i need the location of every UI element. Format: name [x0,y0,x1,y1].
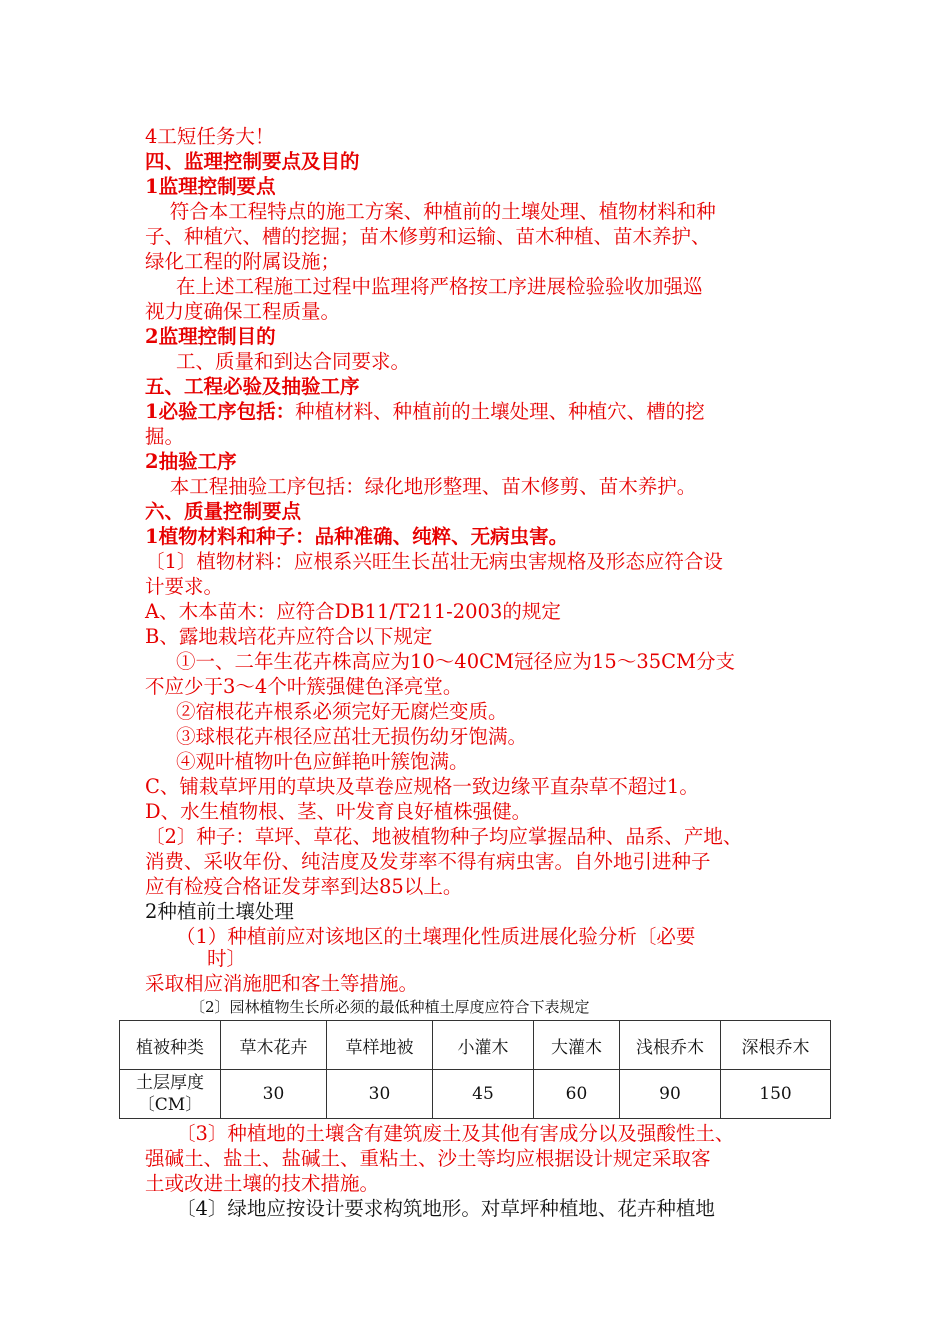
text-line: ②宿根花卉根系必须完好无腐烂变质。 [145,700,508,723]
table-cell: 90 [620,1070,721,1119]
text-line: （1）种植前应对该地区的土壤理化性质进展化验分析〔必要 [145,925,696,948]
subsection-heading: 2监理控制目的 [145,325,276,348]
table-header-cell: 浅根乔木 [620,1021,721,1070]
text-line: A、木本苗木：应符合DB11/T211-2003的规定 [145,600,561,623]
table-header-cell: 植被种类 [120,1021,221,1070]
text-line: ①一、二年生花卉株高应为10～40CM冠径应为15～35CM分支 [145,650,736,673]
text-line: 应有检疫合格证发芽率到达85以上。 [145,875,463,898]
subsection-heading: 2抽验工序 [145,450,237,473]
text-line: 计要求。 [145,575,224,598]
text-line: 掘。 [145,425,185,448]
text-line: C、铺栽草坪用的草块及草卷应规格一致边缘平直杂草不超过1。 [145,775,699,798]
table-header-cell: 草木花卉 [221,1021,327,1070]
text-line: D、水生植物根、茎、叶发育良好植株强健。 [145,800,532,823]
text-line: 〔1〕植物材料：应根系兴旺生长茁壮无病虫害规格及形态应符合设 [145,550,723,573]
text-line: ③球根花卉根径应茁壮无损伤幼牙饱满。 [145,725,527,748]
text-line: 〔2〕种子：草坪、草花、地被植物种子均应掌握品种、品系、产地、 [145,825,743,848]
text-line: 符合本工程特点的施工方案、种植前的土壤处理、植物材料和种 [145,200,716,223]
section-heading: 五、工程必验及抽验工序 [145,375,360,398]
text-line: 工、质量和到达合同要求。 [145,350,410,373]
text-line: 在上述工程施工过程中监理将严格按工序进展检验验收加强巡 [145,275,703,298]
text-line: 土或改进土壤的技术措施。 [145,1172,380,1195]
text-line: 4工短任务大！ [145,125,275,148]
text-line: 〔4〕绿地应按设计要求构筑地形。对草坪种植地、花卉种植地 [145,1197,715,1220]
text-line: 不应少于3～4个叶簇强健色泽亮堂。 [145,675,463,698]
table-caption: 〔2〕园林植物生长所必须的最低种植土厚度应符合下表规定 [190,998,590,1016]
table-header-cell: 小灌木 [433,1021,534,1070]
table-row-label [120,1070,221,1119]
text-line: 强碱土、盐土、盐碱土、重粘土、沙土等均应根据设计规定采取客 [145,1147,711,1170]
text-line: 绿化工程的附属设施； [145,250,341,273]
text-line: 时〕 [145,947,246,970]
table-cell: 30 [327,1070,433,1119]
text-line: 子、种植穴、槽的挖掘；苗木修剪和运输、苗木种植、苗木养护、 [145,225,711,248]
text-line: B、露地栽培花卉应符合以下规定 [145,625,433,648]
text-line: ④观叶植物叶色应鲜艳叶簇饱满。 [145,750,469,773]
subsection-heading: 1监理控制要点 [145,175,276,198]
table-cell: 60 [534,1070,620,1119]
row-label-unit: 〔CM〕 [137,1095,203,1115]
table-header-row [120,1021,831,1070]
bold-prefix: 1必验工序包括： [145,400,296,423]
text-line: 视力度确保工程质量。 [145,300,341,323]
text-line: 1必验工序包括：种植材料、种植前的土壤处理、种植穴、槽的挖 [145,400,705,423]
row-label-line: 土层厚度 [136,1073,204,1093]
table-header-cell: 深根乔木 [721,1021,831,1070]
table-header-cell: 草样地被 [327,1021,433,1070]
table-row [120,1070,831,1119]
text-line: 本工程抽验工序包括：绿化地形整理、苗木修剪、苗木养护。 [145,475,697,498]
section-heading: 六、质量控制要点 [145,500,302,523]
text-line: 采取相应消施肥和客土等措施。 [145,972,419,995]
subsection-heading: 2种植前土壤处理 [145,900,294,923]
section-heading: 四、监理控制要点及目的 [145,150,360,173]
table-cell: 150 [721,1070,831,1119]
table-cell: 45 [433,1070,534,1119]
soil-depth-table [119,1020,831,1119]
text-line: 消费、采收年份、纯洁度及发芽率不得有病虫害。自外地引进种子 [145,850,711,873]
text-line: 〔3〕种植地的土壤含有建筑废土及其他有害成分以及强酸性土、 [145,1122,735,1145]
subsection-heading: 1植物材料和种子：品种准确、纯粹、无病虫害。 [145,525,569,548]
table-cell: 30 [221,1070,327,1119]
table-header-cell: 大灌木 [534,1021,620,1070]
